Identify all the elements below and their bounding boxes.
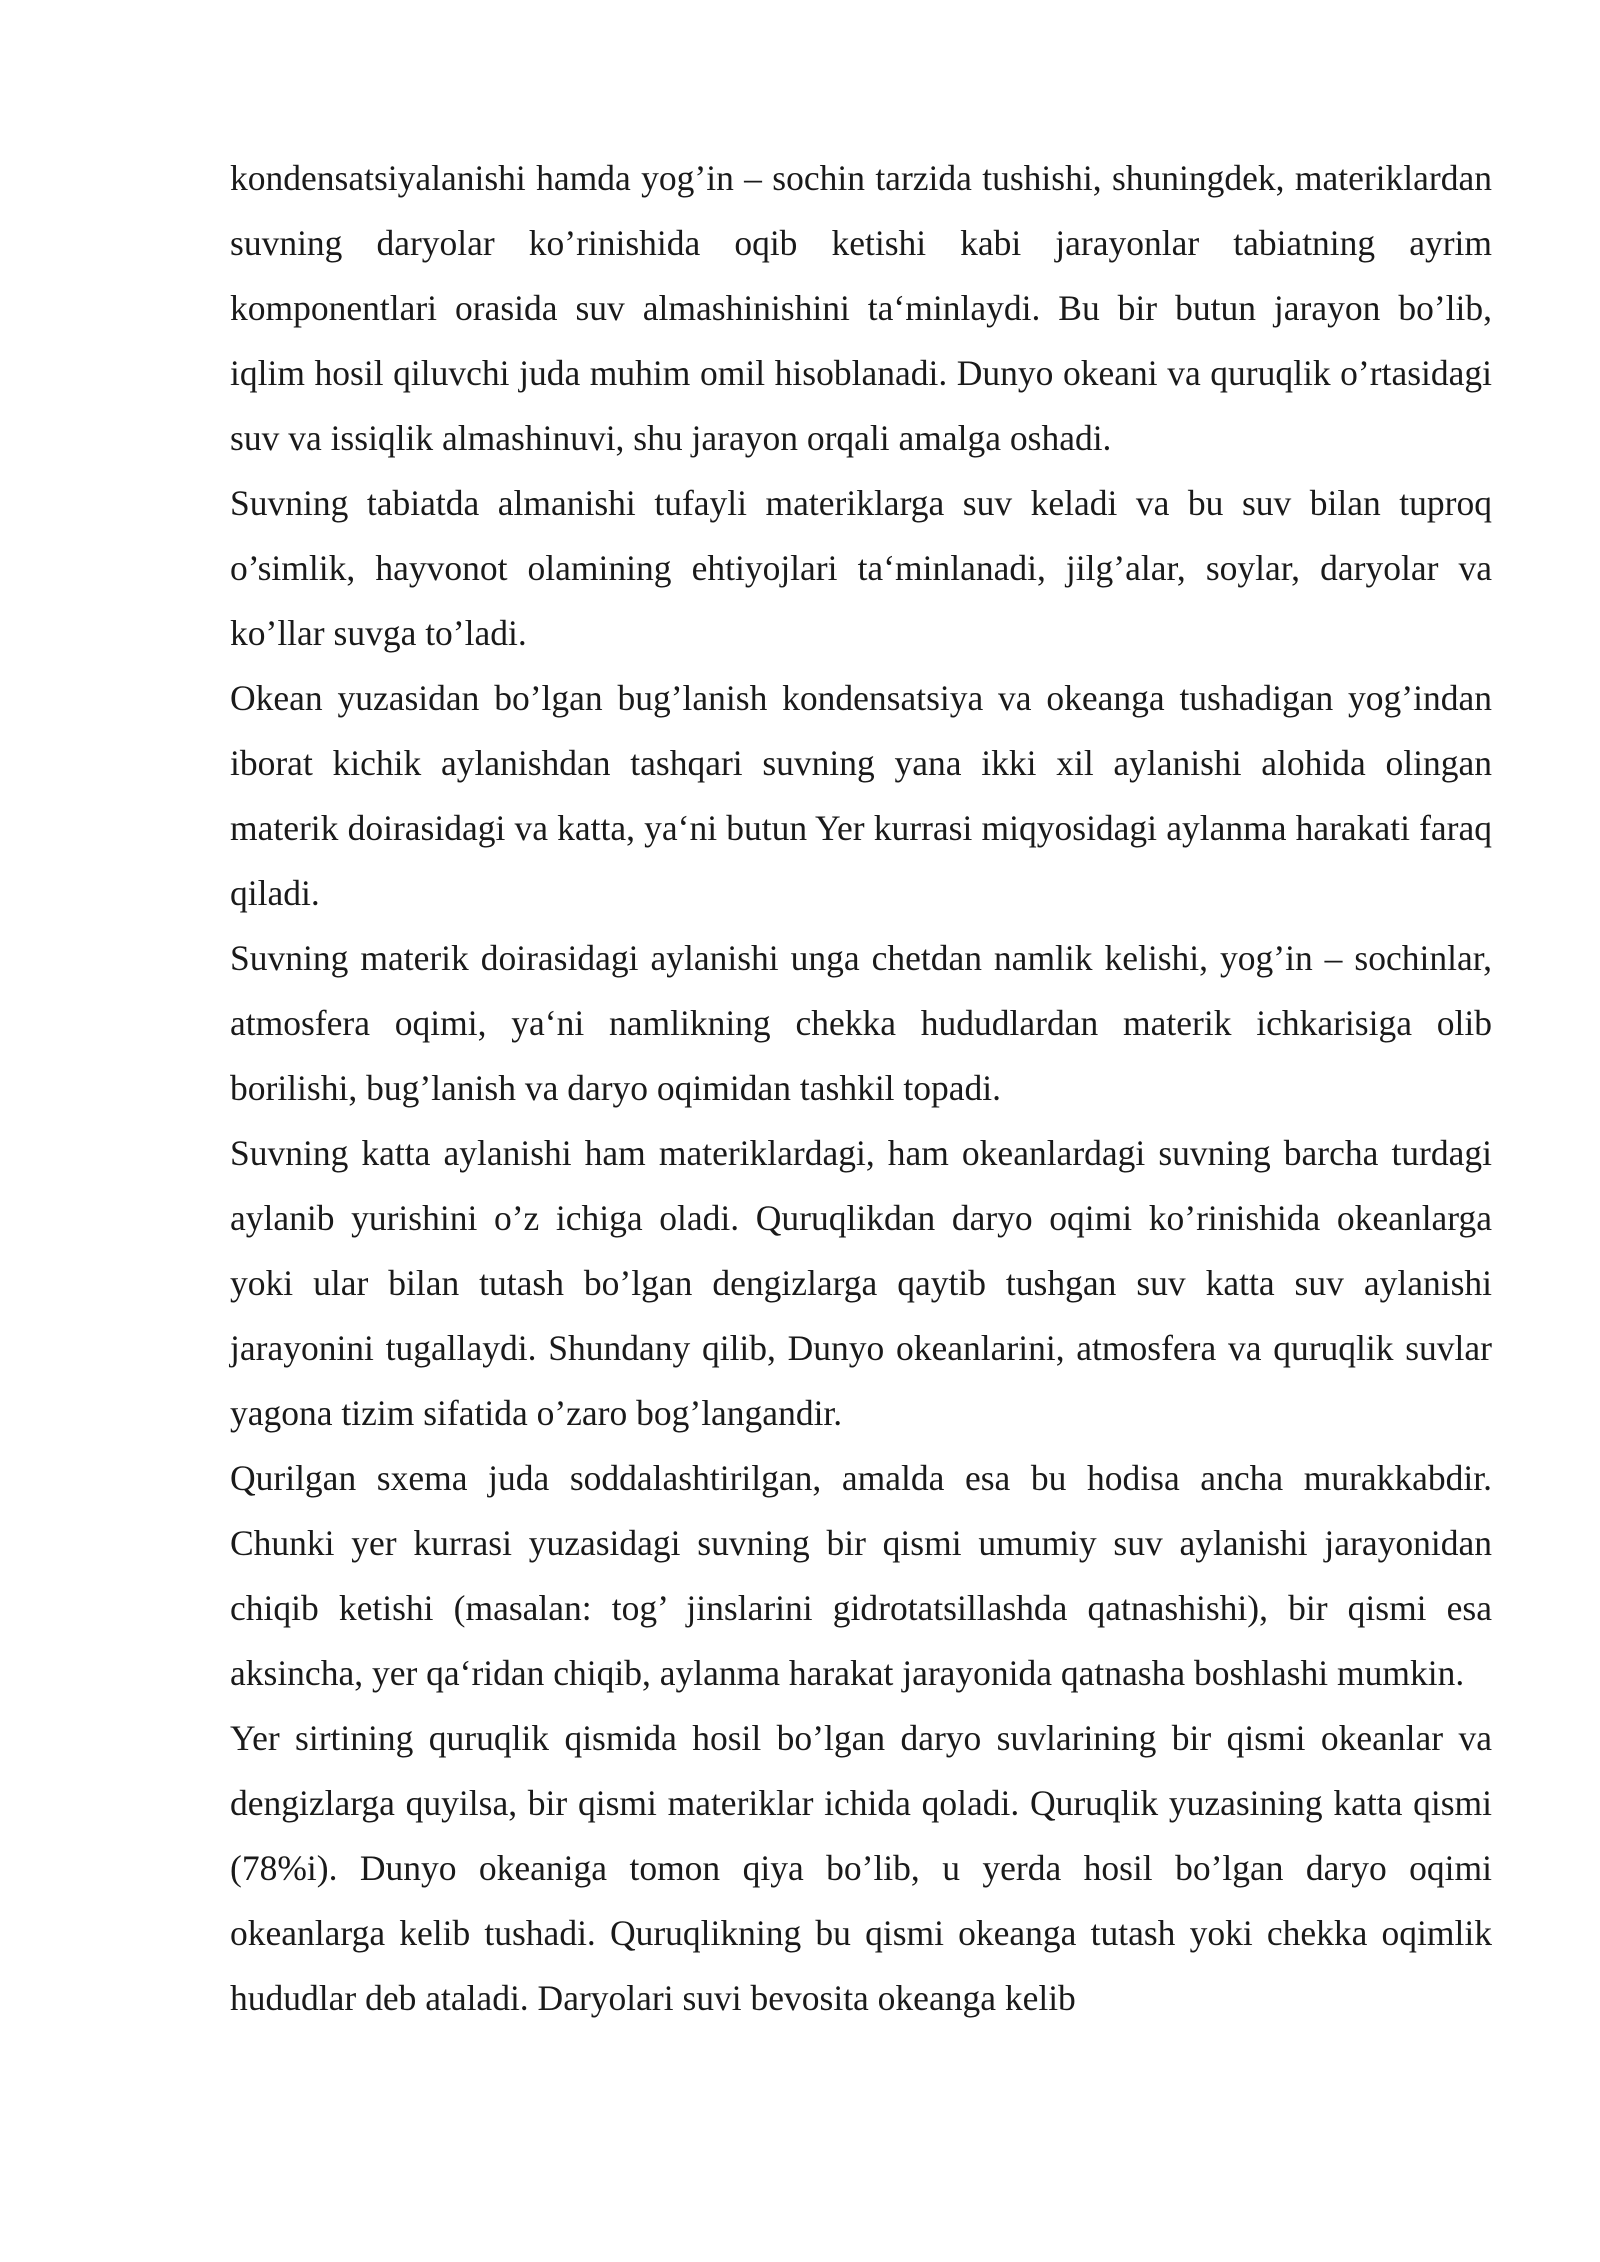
paragraph-3: Okean yuzasidan bo’lgan bug’lanish kondensatsiya va okeanga tushadigan yog’indan iborat kichik aylanishdan tashqari suvning yana ikki xil aylanishi alohida olingan materik doirasidagi va katta, ya‘ni butun Yer kurrasi miqyosidagi aylanma harakati faraq qiladi.: [230, 678, 1492, 913]
paragraph-7: Yer sirtining quruqlik qismida hosil bo’lgan daryo suvlarining bir qismi okeanlar va dengizlarga quyilsa, bir qismi materiklar ichida qoladi. Quruqlik yuzasining katta qismi (78%i). Dunyo okeaniga tomon qiya bo’lib, u yerda hosil bo’lgan daryo oqimi okeanlarga kelib tushadi. Quruqlikning bu qismi okeanga tutash yoki chekka oqimlik hududlar deb ataladi. Daryolari suvi bevosita okeanga kelib: [230, 1718, 1492, 2018]
paragraph-6: Qurilgan sxema juda soddalashtirilgan, amalda esa bu hodisa ancha murakkabdir. Chunki yer kurrasi yuzasidagi suvning bir qismi umumiy suv aylanishi jarayonidan chiqib ketishi (masalan: tog’ jinslarini gidrotatsillashda qatnashishi), bir qismi esa aksincha, yer qa‘ridan chiqib, aylanma harakat jarayonida qatnasha boshlashi mumkin.: [230, 1458, 1492, 1693]
body-text: [230, 146, 1492, 2031]
paragraph-1: kondensatsiyalanishi hamda yog’in – sochin tarzida tushishi, shuningdek, materiklardan suvning daryolar ko’rinishida oqib ketishi kabi jarayonlar tabiatning ayrim komponentlari orasida suv almashinishini ta‘minlaydi. Bu bir butun jarayon bo’lib, iqlim hosil qiluvchi juda muhim omil hisoblanadi. Dunyo okeani va quruqlik o’rtasidagi suv va issiqlik almashinuvi, shu jarayon orqali amalga oshadi.: [230, 158, 1492, 458]
paragraph-2: Suvning tabiatda almanishi tufayli materiklarga suv keladi va bu suv bilan tuproq o’simlik, hayvonot olamining ehtiyojlari ta‘minlanadi, jilg’alar, soylar, daryolar va ko’llar suvga to’ladi.: [230, 483, 1492, 653]
paragraph-5: Suvning katta aylanishi ham materiklardagi, ham okeanlardagi suvning barcha turdagi aylanib yurishini o’z ichiga oladi. Quruqlikdan daryo oqimi ko’rinishida okeanlarga yoki ular bilan tutash bo’lgan dengizlarga qaytib tushgan suv katta suv aylanishi jarayonini tugallaydi. Shundany qilib, Dunyo okeanlarini, atmosfera va quruqlik suvlar yagona tizim sifatida o’zaro bog’langandir.: [230, 1133, 1492, 1433]
paragraph-4: Suvning materik doirasidagi aylanishi unga chetdan namlik kelishi, yog’in – sochinlar, atmosfera oqimi, ya‘ni namlikning chekka hududlardan materik ichkarisiga olib borilishi, bug’lanish va daryo oqimidan tashkil topadi.: [230, 938, 1492, 1108]
